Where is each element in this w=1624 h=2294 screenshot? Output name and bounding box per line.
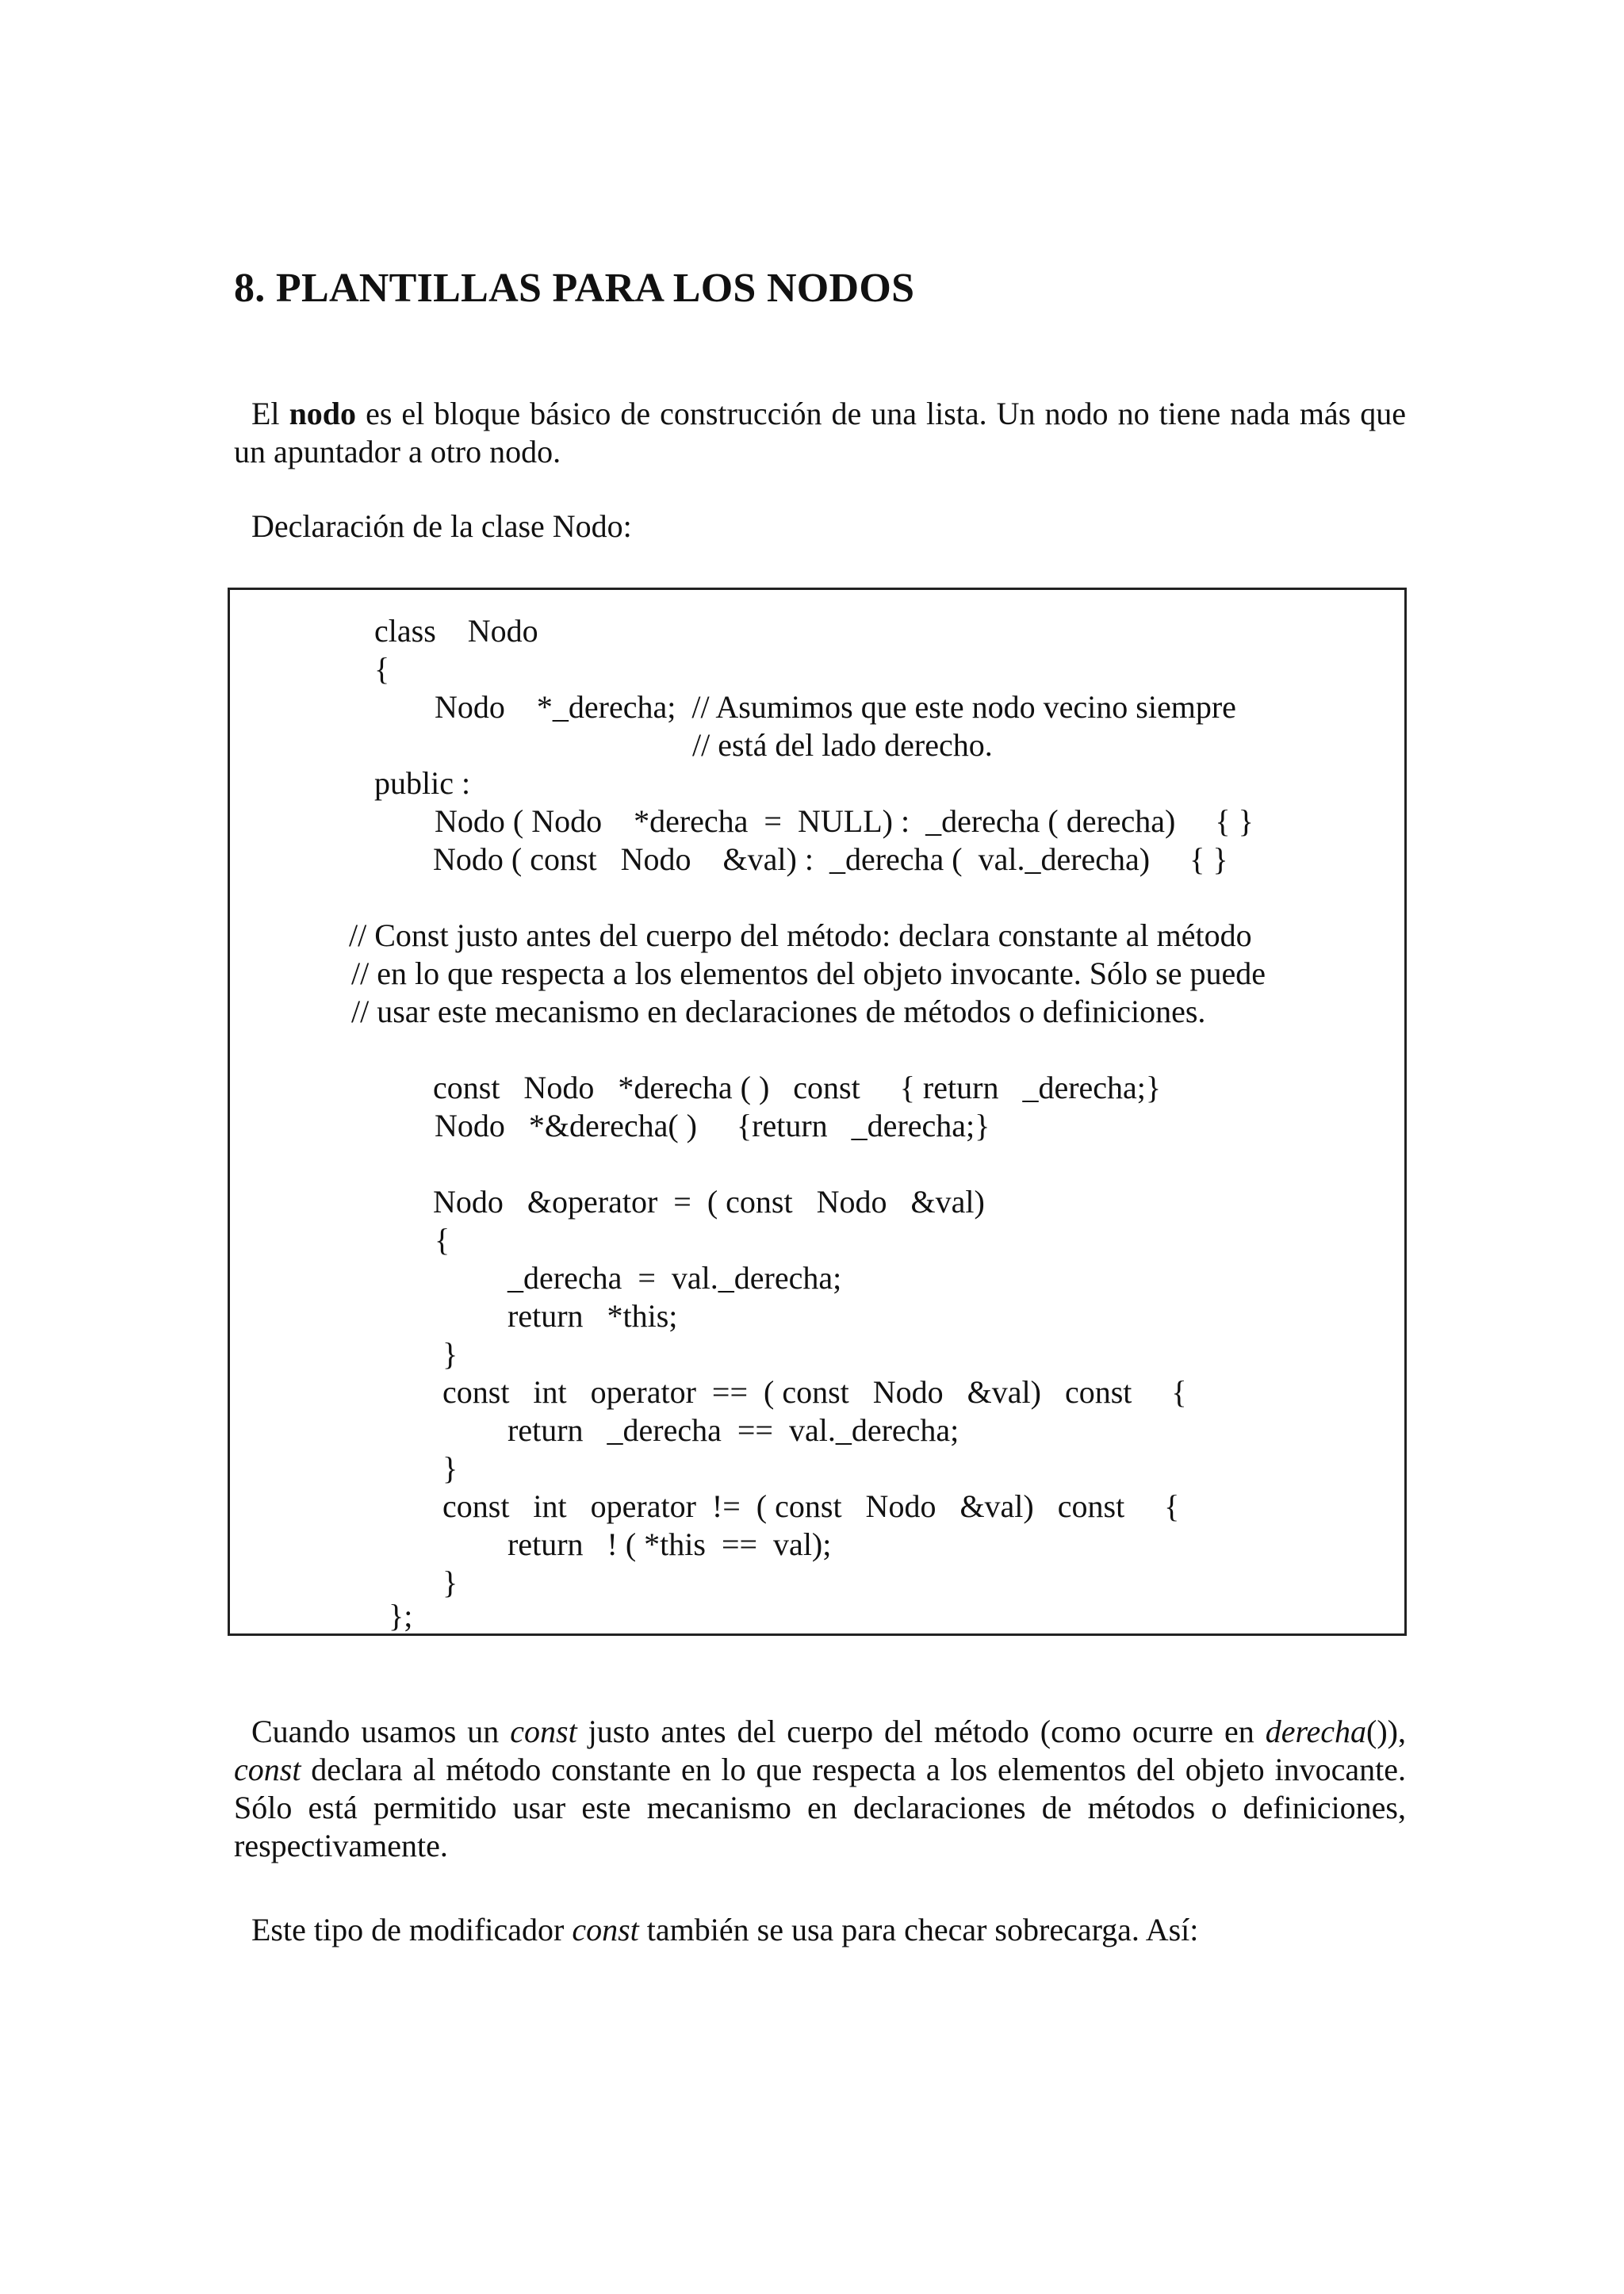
final-italic-const: const <box>572 1912 639 1947</box>
code-line: // en lo que respecta a los elementos del objeto invocante. Sólo se puede <box>351 956 1266 991</box>
intro-lead: El <box>251 396 280 431</box>
final-paragraph <box>234 1911 1406 1949</box>
code-line: // Const justo antes del cuerpo del método: declara constante al método <box>349 917 1252 953</box>
explain-italic-const-1: const <box>510 1714 577 1749</box>
code-line: return _derecha == val._derecha; <box>508 1412 959 1448</box>
explain-italic-derecha: derecha <box>1265 1714 1367 1749</box>
code-line: Nodo &operator = ( const Nodo &val) <box>433 1184 985 1220</box>
intro-rest: es el bloque básico de construcción de una lista. Un nodo no tiene nada más que un apuntador a otro nodo. <box>234 396 1407 469</box>
code-line: Nodo ( Nodo *derecha = NULL) : _derecha ( derecha) { } <box>435 803 1254 839</box>
explain-italic-const-2: const <box>234 1752 301 1787</box>
code-line: } <box>442 1336 458 1372</box>
declaration-label-text: Declaración de la clase Nodo: <box>251 508 632 544</box>
page-title: 8. PLANTILLAS PARA LOS NODOS <box>234 266 915 311</box>
code-line: { <box>374 651 390 687</box>
code-line: // usar este mecanismo en declaraciones de métodos o definiciones. <box>351 994 1206 1029</box>
code-box <box>228 588 1407 1636</box>
code-line: const int operator != ( const Nodo &val) const { <box>442 1488 1180 1524</box>
code-line: const int operator == ( const Nodo &val) const { <box>442 1374 1187 1410</box>
declaration-label <box>234 507 1406 546</box>
code-line: _derecha = val._derecha; <box>508 1260 842 1296</box>
code-line: Nodo *&derecha( ) {return _derecha;} <box>435 1108 990 1143</box>
final-text-1: Este tipo de modificador <box>251 1912 565 1947</box>
explanation-paragraph <box>234 1713 1406 1865</box>
explain-text-1: Cuando usamos un <box>251 1714 500 1749</box>
code-line: // está del lado derecho. <box>692 727 993 763</box>
code-line: }; <box>389 1598 413 1633</box>
explain-text-3: ()), <box>1366 1714 1406 1749</box>
code-line: class Nodo <box>374 613 538 649</box>
code-line: } <box>442 1564 458 1600</box>
explain-text-4: declara al método constante en lo que respecta a los elementos del objeto invocante. Sólo está permitido usar este mecanismo en declaraciones de métodos o definiciones, respectivamente. <box>234 1752 1407 1863</box>
explain-text-2: justo antes del cuerpo del método (como ocurre en <box>588 1714 1254 1749</box>
code-line: return ! ( *this == val); <box>508 1526 832 1562</box>
code-line: Nodo ( const Nodo &val) : _derecha ( val._derecha) { } <box>433 841 1228 877</box>
code-line: public : <box>374 765 471 801</box>
final-text-2: también se usa para checar sobrecarga. Así: <box>646 1912 1199 1947</box>
code-line: const Nodo *derecha ( ) const { return _derecha;} <box>433 1070 1162 1105</box>
code-line: } <box>442 1450 458 1486</box>
intro-bold-term: nodo <box>289 396 357 431</box>
intro-paragraph <box>234 395 1406 471</box>
code-line: return *this; <box>508 1298 678 1334</box>
code-line: Nodo *_derecha; // Asumimos que este nodo vecino siempre <box>435 689 1236 725</box>
code-line: { <box>435 1222 450 1258</box>
